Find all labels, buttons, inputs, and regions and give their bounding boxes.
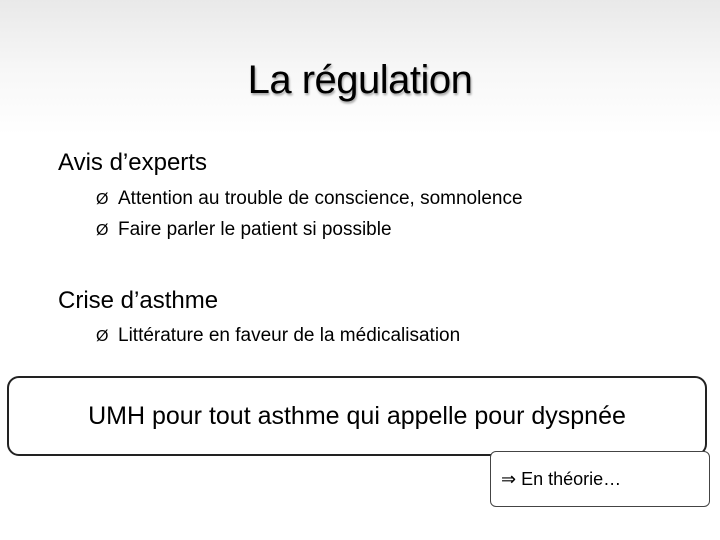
bullet-item bbox=[96, 218, 392, 243]
bullet-arrow-icon: Ø bbox=[96, 222, 109, 239]
callout-box bbox=[7, 376, 707, 456]
bullet-text: Faire parler le patient si possible bbox=[118, 219, 392, 240]
note-box bbox=[490, 451, 710, 507]
slide-title: La régulation bbox=[247, 58, 473, 102]
section-heading-experts: Avis d’experts bbox=[58, 149, 207, 176]
bullet-text: Littérature en faveur de la médicalisation bbox=[118, 325, 461, 346]
bullet-text: Attention au trouble de conscience, somnolence bbox=[118, 188, 523, 209]
bullet-item bbox=[96, 187, 523, 212]
section-heading-asthma: Crise d’asthme bbox=[58, 287, 219, 314]
callout-text: UMH pour tout asthme qui appelle pour dyspnée bbox=[88, 402, 626, 430]
note-label: En théorie… bbox=[521, 469, 622, 489]
implies-arrow-icon: ⇒ bbox=[501, 469, 517, 489]
bullet-arrow-icon: Ø bbox=[96, 328, 109, 345]
note-text bbox=[501, 468, 621, 490]
bullet-arrow-icon: Ø bbox=[96, 191, 109, 208]
bullet-item bbox=[96, 324, 460, 349]
